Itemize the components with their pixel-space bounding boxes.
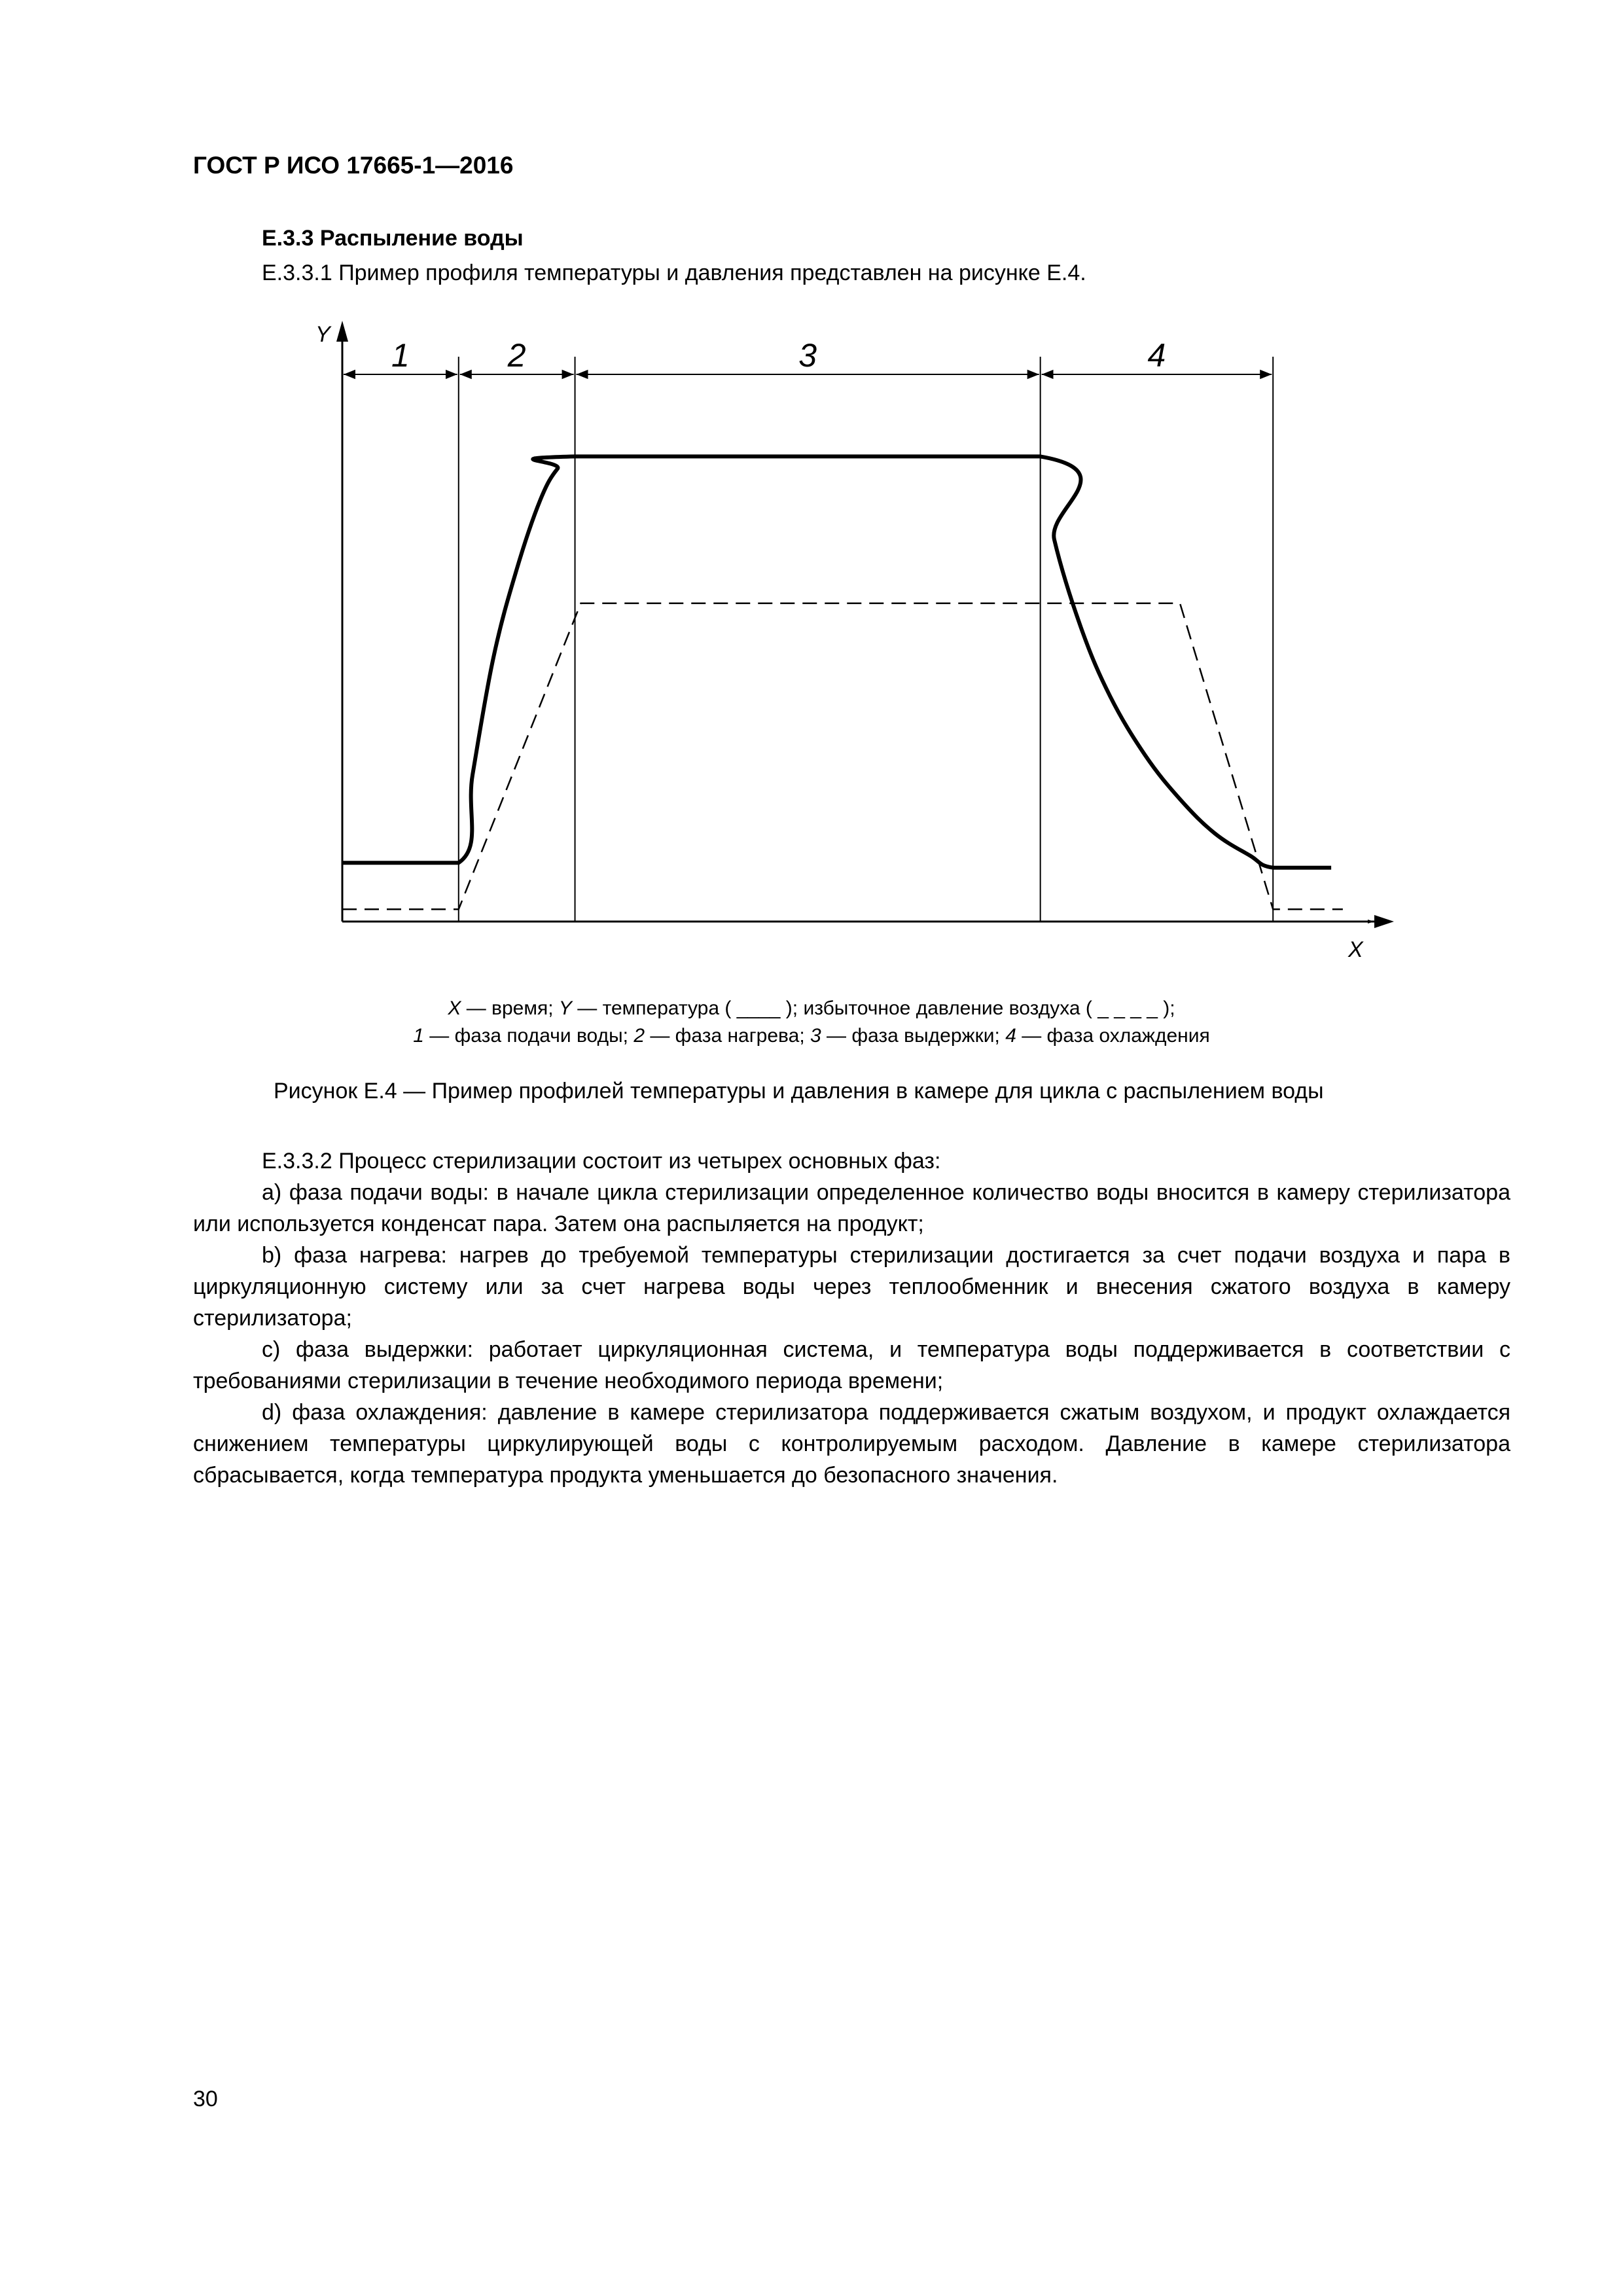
chart-axes [336,321,1394,928]
legend-phase-3-number: 3 [810,1025,821,1047]
legend-x-text: — время; [461,997,559,1019]
phase-label-1: 1 [391,337,410,374]
phase-label-3: 3 [798,337,817,374]
section-title: Е.3.3 Распыление воды [262,226,524,251]
paragraph-phase-c: c) фаза выдержки: работает циркуляционная система, и температура воды поддерживается в соответствии с требованиями стерилизации в течение необходимого периода времени; [193,1337,1510,1393]
legend-phase-4-text: — фаза охлаждения [1016,1025,1210,1047]
document-header: ГОСТ Р ИСО 17665-1—2016 [193,152,514,179]
page-number: 30 [193,2087,218,2111]
section-intro: Е.3.3.1 Пример профиля температуры и давления представлен на рисунке Е.4. [262,260,1086,285]
legend-phase-1-number: 1 [413,1025,424,1047]
legend-phase-3-text: — фаза выдержки; [821,1025,1006,1047]
paragraph-intro: Е.3.3.2 Процесс стерилизации состоит из четырех основных фаз: [262,1149,941,1174]
x-axis-arrowhead [1374,915,1394,928]
legend-x-symbol: X [448,997,461,1019]
chart-labels [315,322,1364,962]
y-axis-label: Y [315,322,330,347]
legend-y-text: — температура ( ____ ); избыточное давление воздуха ( _ _ _ _ ); [571,997,1175,1019]
legend-y-symbol: Y [558,997,572,1019]
temperature-curve [342,456,1331,867]
phase-label-2: 2 [507,337,526,374]
legend-phase-2-text: — фаза нагрева; [645,1025,811,1047]
body-text [193,1145,1510,1491]
legend-phase-1-text: — фаза подачи воды; [423,1025,634,1047]
paragraph-phase-b: b) фаза нагрева: нагрев до требуемой температуры стерилизации достигается за счет подачи воздуха и пара в циркуляционную систему или за счет нагрева воды через теплообменник и внесения сжатого воздуха в камеру стерилизатора; [193,1243,1510,1331]
pressure-curve [342,603,1343,910]
figure-caption: Рисунок Е.4 — Пример профилей температуры и давления в камере для цикла с распылением воды [274,1079,1324,1103]
figure-legend-line-1 [0,995,1623,1022]
legend-phase-4-number: 4 [1005,1025,1016,1047]
x-axis-label: X [1348,937,1363,962]
phase-label-4: 4 [1147,337,1166,374]
temperature-pressure-chart [0,0,1623,1060]
paragraph-phase-d: d) фаза охлаждения: давление в камере стерилизатора поддерживается сжатым воздухом, и продукт охлаждается снижением температуры циркулирующей воды с контролируемым расходом. Давление в камере стерилизатора сбрасывается, когда температура продукта уменьшается до безопасного значения. [193,1400,1510,1488]
figure-legend-line-2 [0,1022,1623,1050]
chart-series [342,456,1343,909]
y-axis-arrowhead [336,321,348,342]
legend-phase-2-number: 2 [633,1025,645,1047]
phase-boundaries [459,357,1273,922]
paragraph-phase-a: a) фаза подачи воды: в начале цикла стерилизации определенное количество воды вносится в камеру стерилизатора или используется конденсат пара. Затем она распыляется на продукт; [193,1180,1510,1236]
